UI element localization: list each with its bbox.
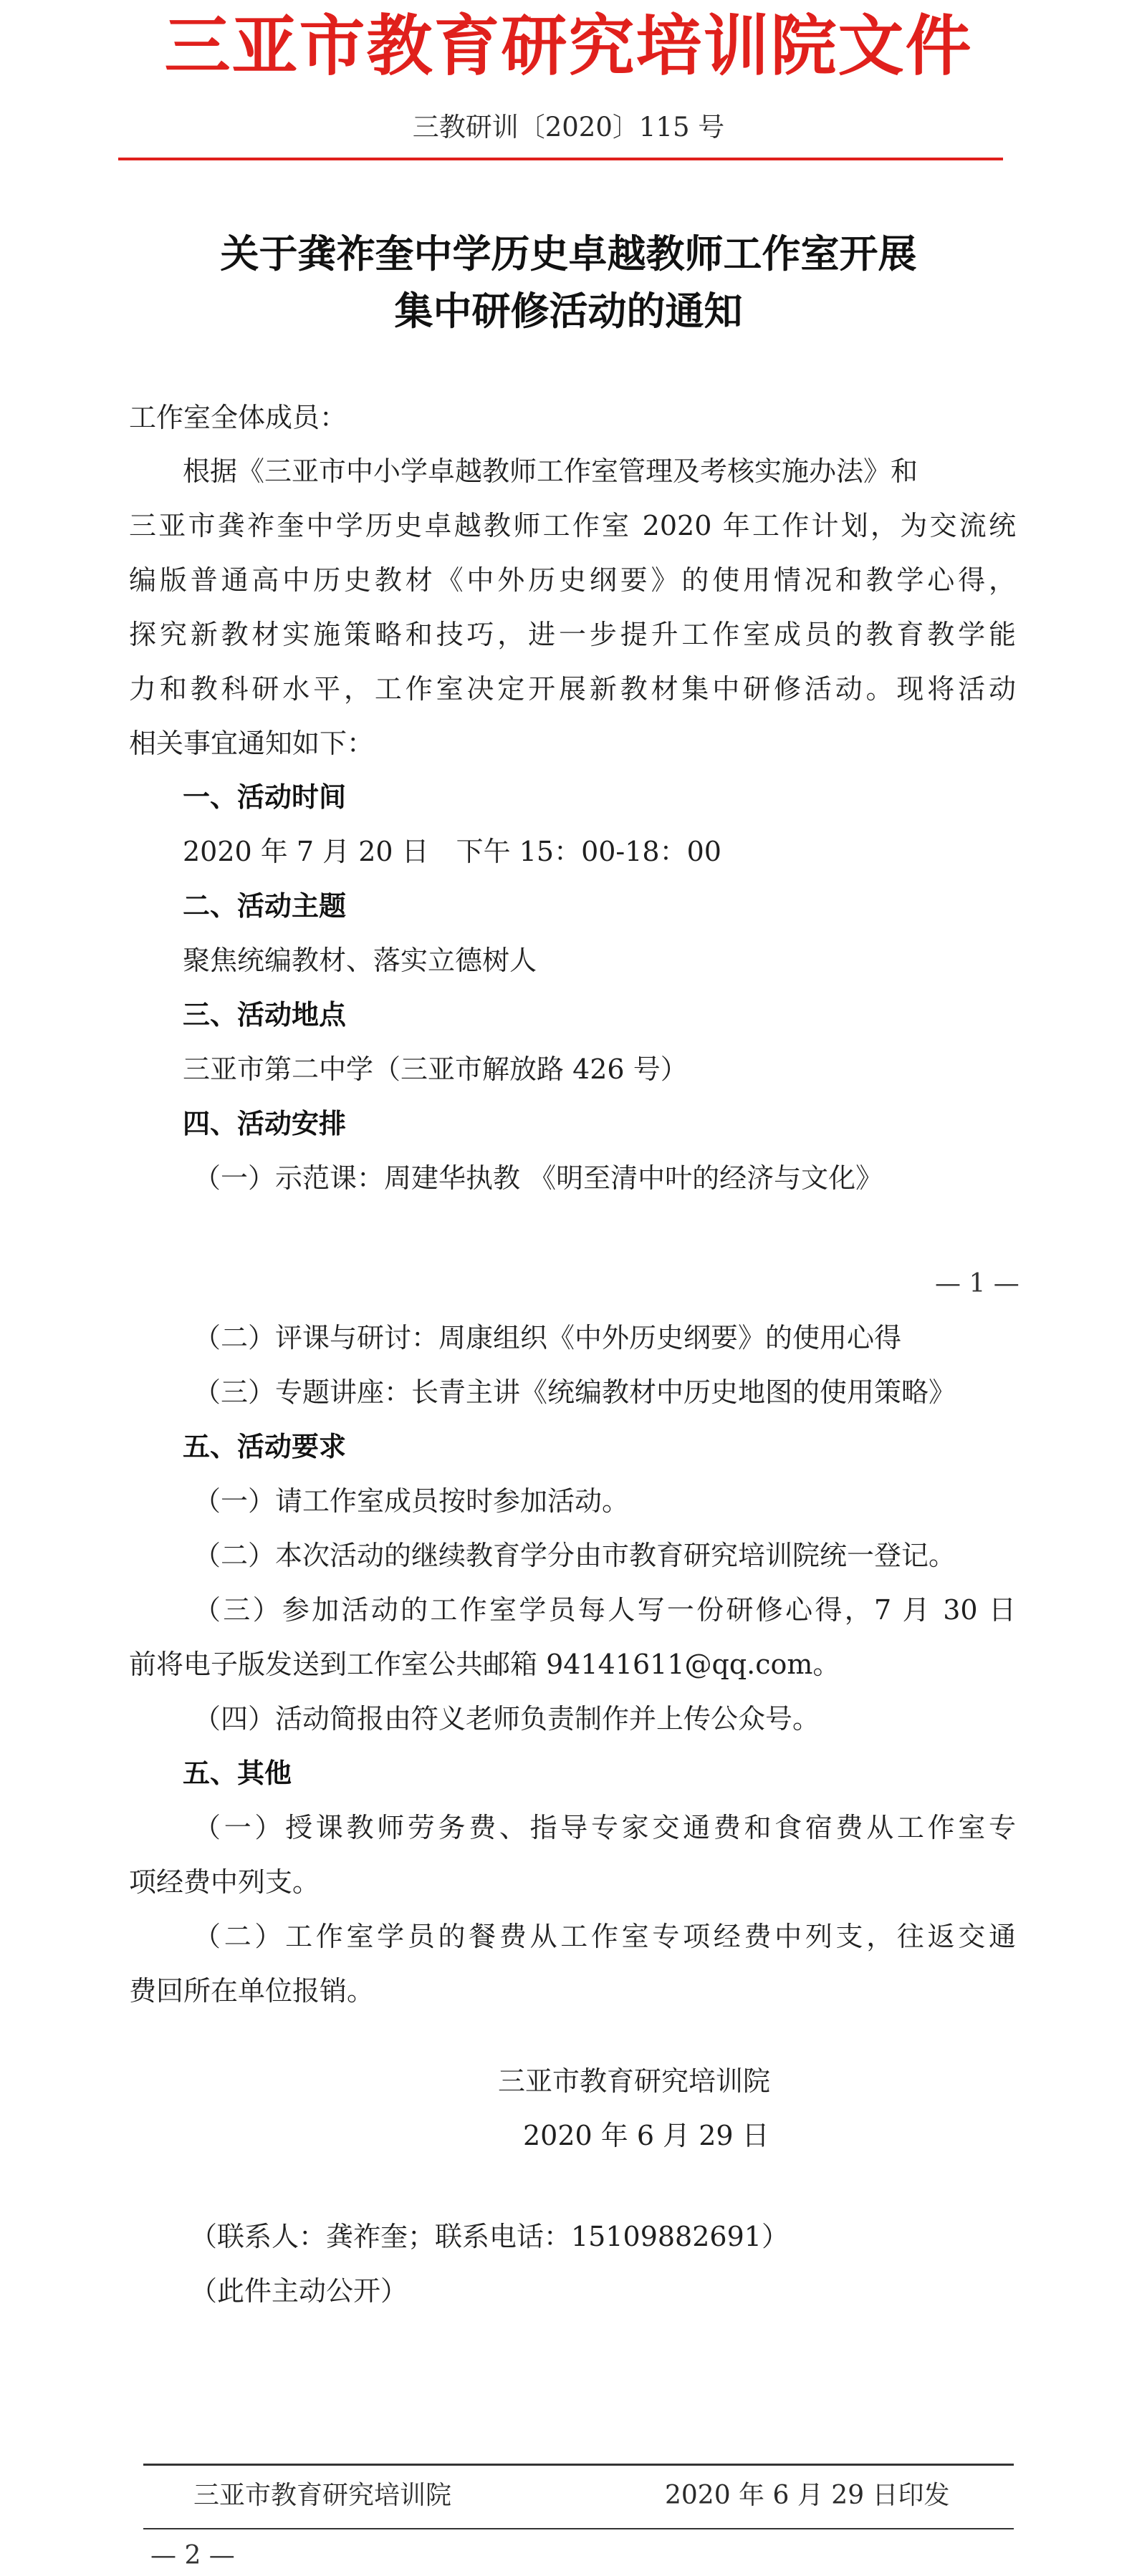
page-number-2: — 2 —	[150, 2541, 235, 2570]
intro-line-1: 根据《三亚市中小学卓越教师工作室管理及考核实施办法》和	[183, 455, 918, 487]
other-item-2-line-1: （二）工作室学员的餐费从工作室专项经费中列支，往返交通	[193, 1921, 1016, 1952]
requirement-item-4: （四）活动简报由符义老师负责制作并上传公众号。	[193, 1703, 820, 1735]
requirement-item-1: （一）请工作室成员按时参加活动。	[193, 1485, 630, 1517]
intro-line-4: 探究新教材实施策略和技巧，进一步提升工作室成员的教育教学能	[129, 619, 1016, 650]
section-place-value: 三亚市第二中学（三亚市解放路 426 号）	[183, 1053, 688, 1085]
disclosure-note: （此件主动公开）	[190, 2275, 408, 2307]
section-theme-value: 聚焦统编教材、落实立德树人	[183, 945, 537, 976]
arrangement-item-3: （三）专题讲座：长青主讲《统编教材中历史地图的使用策略》	[193, 1376, 956, 1408]
section-place-heading: 三、活动地点	[183, 999, 347, 1031]
footer-org: 三亚市教育研究培训院	[193, 2481, 452, 2510]
section-requirements-heading: 五、活动要求	[183, 1431, 347, 1462]
footer-top-rule	[143, 2464, 1014, 2466]
page-number-1: — 1 —	[935, 1269, 1020, 1298]
notice-title-line-2: 集中研修活动的通知	[394, 289, 743, 334]
signature-org: 三亚市教育研究培训院	[498, 2065, 771, 2097]
other-item-2-line-2: 费回所在单位报销。	[129, 1975, 375, 2007]
document-number: 三教研训〔2020〕115 号	[412, 112, 725, 143]
arrangement-item-1: （一）示范课：周建华执教 《明至清中叶的经济与文化》	[193, 1162, 883, 1194]
red-separator-line	[118, 158, 1003, 160]
section-arrangement-heading: 四、活动安排	[183, 1108, 347, 1139]
footer-issued-date: 2020 年 6 月 29 日印发	[665, 2481, 950, 2510]
notice-title-line-1: 关于龚祚奎中学历史卓越教师工作室开展	[220, 231, 917, 276]
section-time-heading: 一、活动时间	[183, 781, 347, 813]
salutation: 工作室全体成员：	[129, 402, 347, 433]
intro-line-5: 力和教科研水平，工作室决定开展新教材集中研修活动。现将活动	[129, 673, 1016, 705]
requirement-item-2: （二）本次活动的继续教育学分由市教育研究培训院统一登记。	[193, 1540, 956, 1571]
contact-info: （联系人：龚祚奎；联系电话：15109882691）	[190, 2221, 789, 2252]
requirement-item-3-line-1: （三）参加活动的工作室学员每人写一份研修心得，7 月 30 日	[193, 1594, 1016, 1626]
section-theme-heading: 二、活动主题	[183, 890, 347, 922]
arrangement-item-2: （二）评课与研讨：周康组织《中外历史纲要》的使用心得	[193, 1322, 902, 1354]
footer-bottom-rule	[143, 2528, 1014, 2529]
requirement-item-3-line-2: 前将电子版发送到工作室公共邮箱 94141611@qq.com。	[129, 1649, 840, 1680]
other-item-1-line-1: （一）授课教师劳务费、指导专家交通费和食宿费从工作室专	[193, 1812, 1016, 1843]
other-item-1-line-2: 项经费中列支。	[129, 1866, 320, 1898]
document-header-title: 三亚市教育研究培训院文件	[164, 8, 973, 85]
section-other-heading: 五、其他	[183, 1757, 292, 1789]
intro-line-3: 编版普通高中历史教材《中外历史纲要》的使用情况和教学心得，	[129, 564, 1016, 596]
intro-line-2: 三亚市龚祚奎中学历史卓越教师工作室 2020 年工作计划，为交流统	[129, 510, 1016, 541]
intro-line-6: 相关事宜通知如下：	[129, 728, 375, 759]
section-time-value: 2020 年 7 月 20 日 下午 15：00-18：00	[183, 836, 721, 867]
signature-date: 2020 年 6 月 29 日	[523, 2120, 769, 2151]
